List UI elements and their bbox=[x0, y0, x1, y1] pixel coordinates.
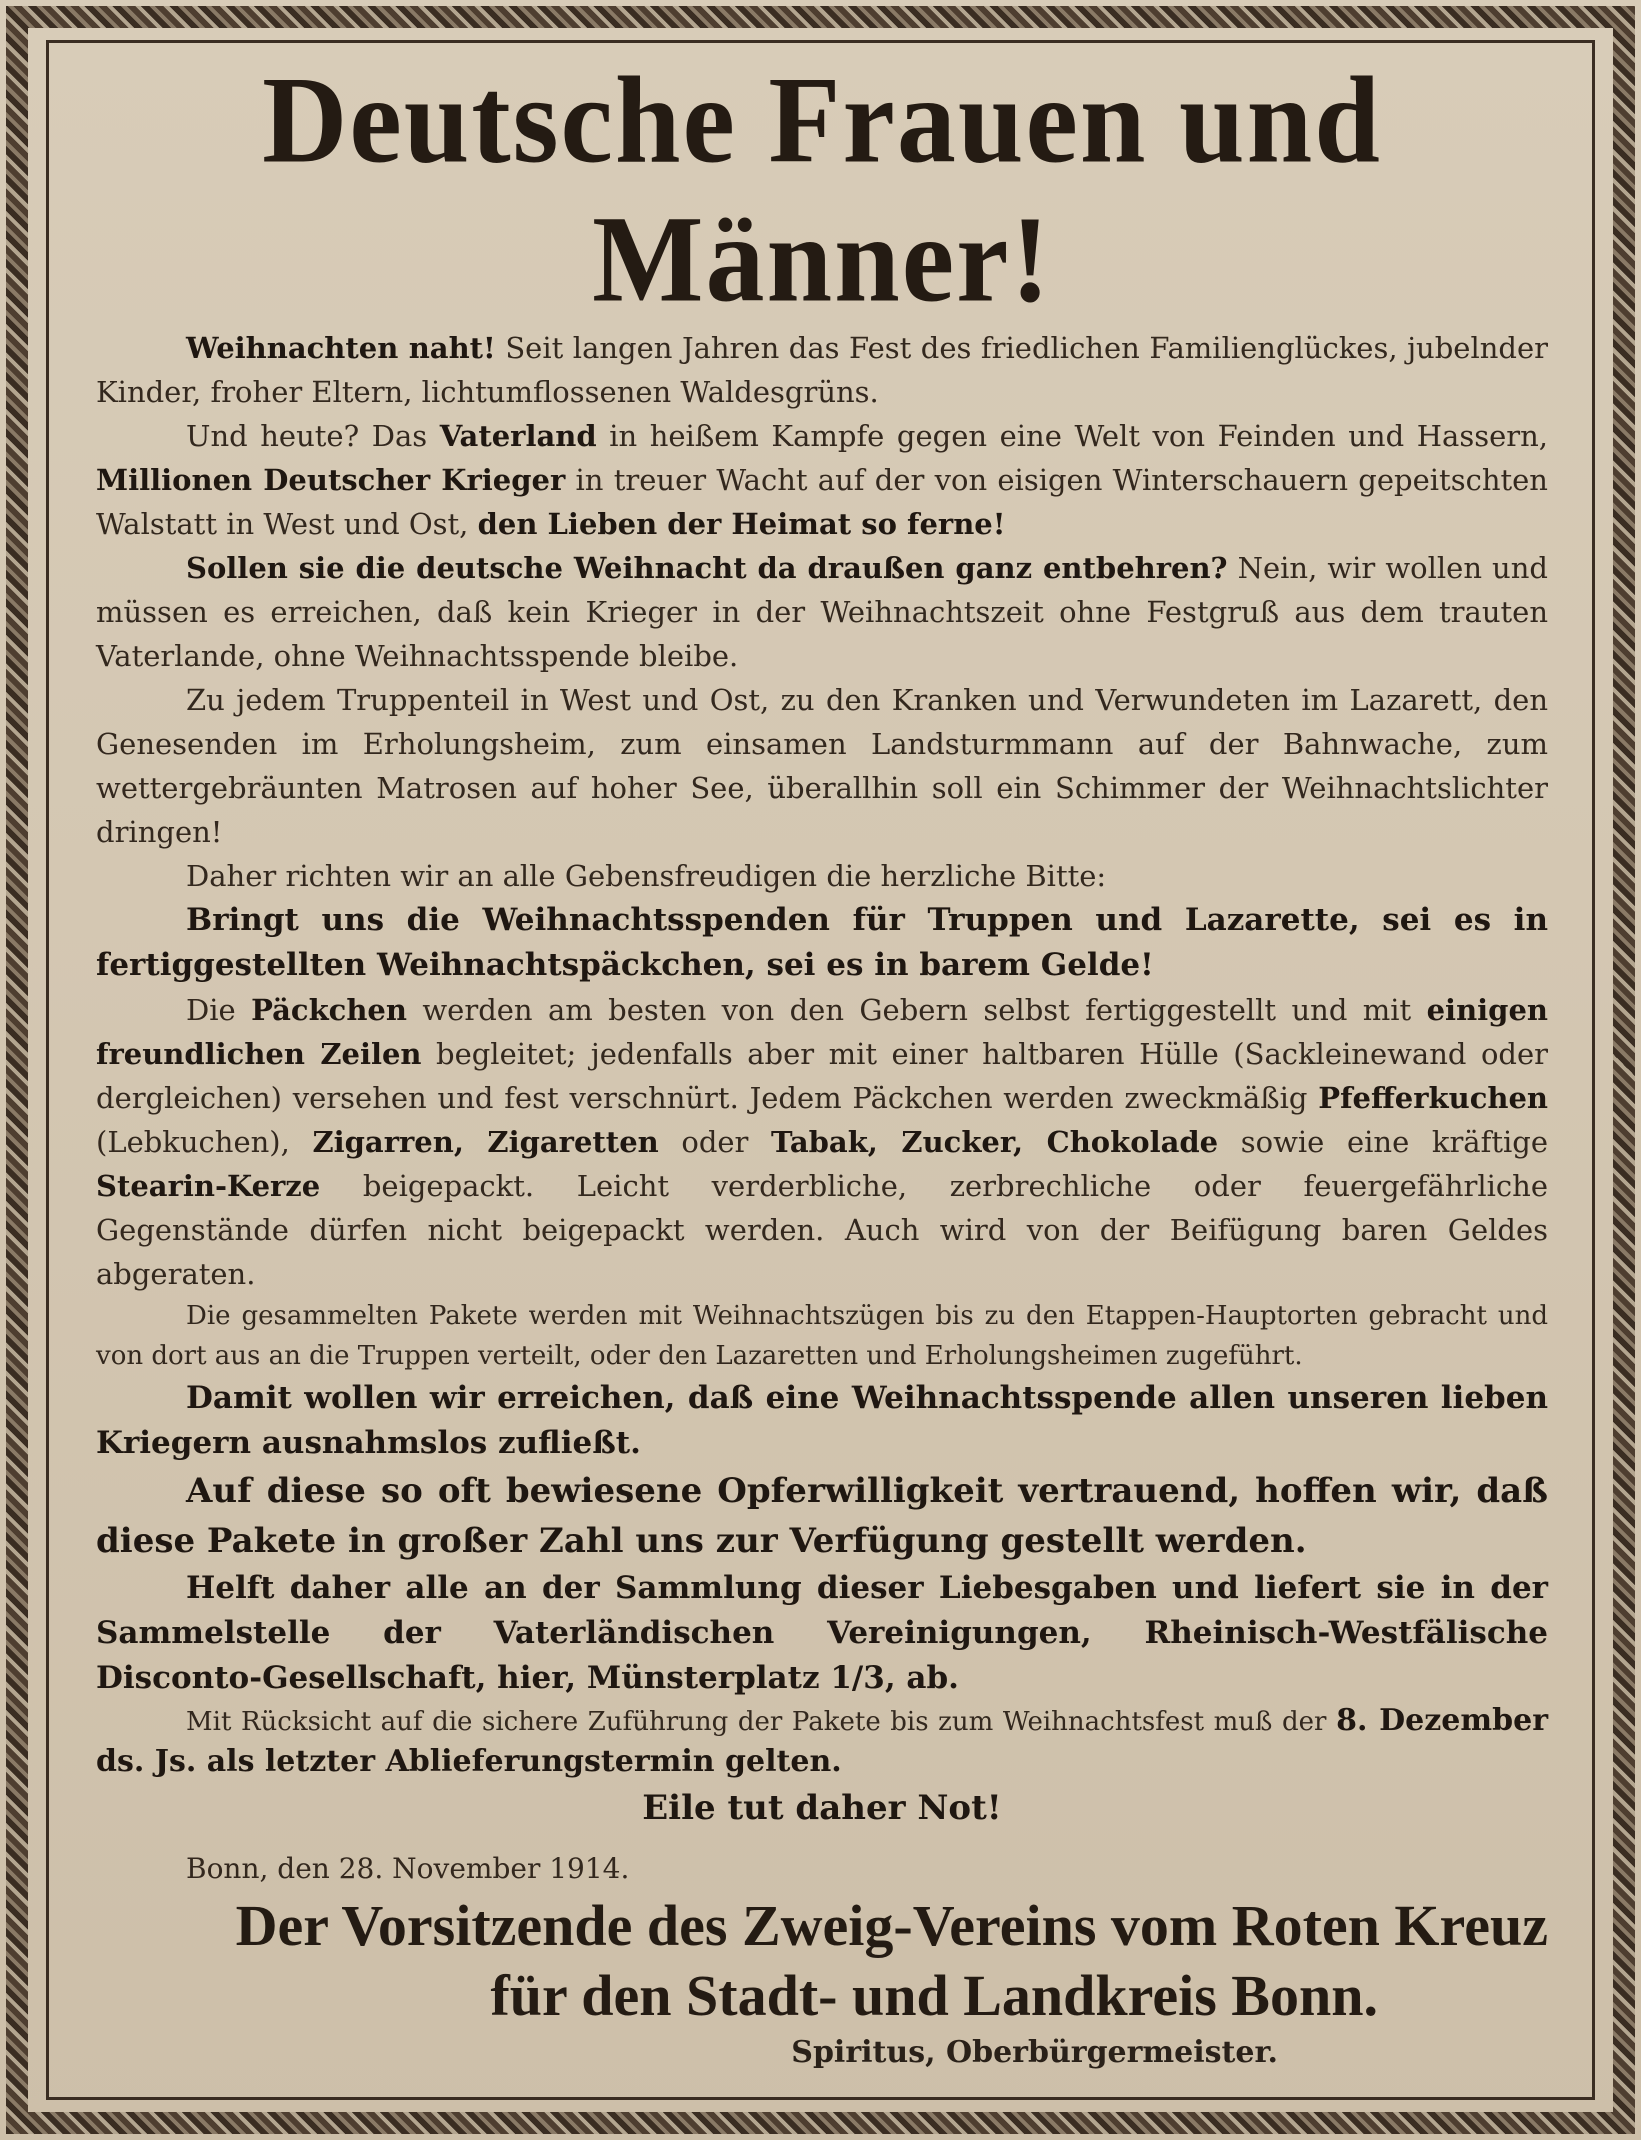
signature-line-2: für den Stadt- und Landkreis Bonn. bbox=[490, 1963, 1378, 2028]
bold-fragment: Pfefferkuchen bbox=[1318, 1081, 1548, 1115]
text-fragment: sowie eine kräftige bbox=[1218, 1125, 1548, 1159]
question-lead: Sollen sie die deutsche Weihnacht da draußen ganz entbehren? bbox=[186, 551, 1228, 585]
paragraph-fatherland bbox=[96, 414, 1548, 546]
paragraph-deadline bbox=[96, 1701, 1548, 1783]
poster-title: Deutsche Frauen und Männer! bbox=[262, 51, 1382, 328]
bold-fragment: Millionen Deutscher Krieger bbox=[96, 463, 566, 497]
deadline-date: 8. Dezember ds. Js. als letzter Ablieferungstermin gelten. bbox=[96, 1703, 1549, 1779]
bold-fragment: Tabak, Zucker, Chokolade bbox=[771, 1125, 1219, 1159]
place-date: Bonn, den 28. November 1914. bbox=[186, 1852, 630, 1885]
paragraph-question bbox=[96, 546, 1548, 678]
christmas-text: Seit langen Jahren das Fest des friedlichen Familienglückes, jubelnder Kinder, froher Eltern, lichtumflossenen Waldesgrüns. bbox=[96, 331, 1549, 409]
paragraph-request: Daher richten wir an alle Gebensfreudigen die herzliche Bitte: bbox=[186, 859, 1107, 893]
text-fragment: oder bbox=[658, 1125, 772, 1159]
paragraph-hope: Auf diese so oft bewiesene Opferwilligkeit vertrauend, hoffen wir, daß diese Pakete in großer Zahl uns zur Verfügung gestellt werden. bbox=[96, 1471, 1548, 1561]
text-fragment: (Lebkuchen), bbox=[96, 1125, 313, 1159]
bold-fragment: den Lieben der Heimat so ferne! bbox=[477, 507, 1006, 541]
bold-fragment: Zigarren, Zigaretten bbox=[312, 1125, 659, 1159]
text-fragment: beigepackt. Leicht verderbliche, zerbrechliche oder feuergefährliche Gegenstände dürfen nicht beigepackt werden. Auch wird von der Beifügung baren Geldes abgeraten. bbox=[96, 1169, 1548, 1291]
paragraph-christmas bbox=[96, 326, 1548, 414]
text-fragment: in heißem Kampfe gegen eine Welt von Feinden und Hassern, bbox=[596, 419, 1549, 453]
question-text: Nein, wir wollen und müssen es erreichen, daß kein Krieger in der Weihnachtszeit ohne Festgruß aus dem trauten Vaterlande, ohne Weihnachtsspende bleibe. bbox=[96, 551, 1548, 673]
bold-fragment: Stearin-Kerze bbox=[96, 1169, 321, 1203]
poster-content bbox=[96, 51, 1549, 2070]
text-fragment: Die bbox=[186, 993, 252, 1027]
paragraph-goal: Damit wollen wir erreichen, daß eine Weihnachtsspende allen unseren lieben Kriegern ausnahmslos zufließt. bbox=[96, 1380, 1548, 1461]
text-fragment: werden am besten von den Gebern selbst fertiggestellt und mit bbox=[406, 993, 1427, 1027]
signature-line-1: Der Vorsitzende des Zweig-Vereins vom Roten Kreuz bbox=[235, 1893, 1548, 1958]
paragraph-packages bbox=[96, 988, 1548, 1296]
paragraph-collection: Helft daher alle an der Sammlung dieser Liebesgaben und liefert sie in der Sammelstelle der Vaterländischen Vereinigungen, Rheinisch-Westfälische Disconto-Gesellschaft, hier, Münsterplatz 1/3, ab. bbox=[96, 1570, 1548, 1696]
paragraph-units: Zu jedem Truppenteil in West und Ost, zu den Kranken und Verwundeten im Lazarett, den Genesenden im Erholungsheim, zum einsamen Landsturmmann auf der Bahnwache, zum wettergebräunten Matrosen auf hoher See, überallhin soll ein Schimmer der Weihnachtslichter dringen! bbox=[96, 683, 1548, 849]
bold-fragment: Päckchen bbox=[251, 993, 407, 1027]
christmas-lead: Weihnachten naht! bbox=[186, 331, 496, 365]
paragraph-urgency: Eile tut daher Not! bbox=[642, 1788, 1002, 1828]
bold-fragment: Vaterland bbox=[439, 419, 597, 453]
deadline-text: Mit Rücksicht auf die sichere Zuführung der Pakete bis zum Weihnachtsfest muß der bbox=[186, 1707, 1337, 1737]
text-fragment: Und heute? Das bbox=[186, 419, 440, 453]
paragraph-appeal: Bringt uns die Weihnachtsspenden für Truppen und Lazarette, sei es in fertiggestellten Weihnachtspäckchen, sei es in barem Gelde! bbox=[96, 902, 1548, 983]
text-fragment: begleitet; jedenfalls aber mit einer haltbaren Hülle (Sackleinewand oder dergleichen) versehen und fest verschnürt. Jedem Päckchen werden zweckmäßig bbox=[96, 1037, 1548, 1115]
text-fragment: in treuer Wacht auf der von eisigen Winterschauern gepeitschten Walstatt in West und Ost, bbox=[96, 463, 1548, 541]
paragraph-delivery: Die gesammelten Pakete werden mit Weihnachtszügen bis zu den Etappen-Hauptorten gebracht und von dort aus an die Truppen verteilt, oder den Lazaretten und Erholungsheimen zugeführt. bbox=[96, 1301, 1548, 1371]
signature-name: Spiritus, Oberbürgermeister. bbox=[791, 2035, 1278, 2070]
bold-fragment: einigen freundlichen Zeilen bbox=[96, 993, 1548, 1071]
